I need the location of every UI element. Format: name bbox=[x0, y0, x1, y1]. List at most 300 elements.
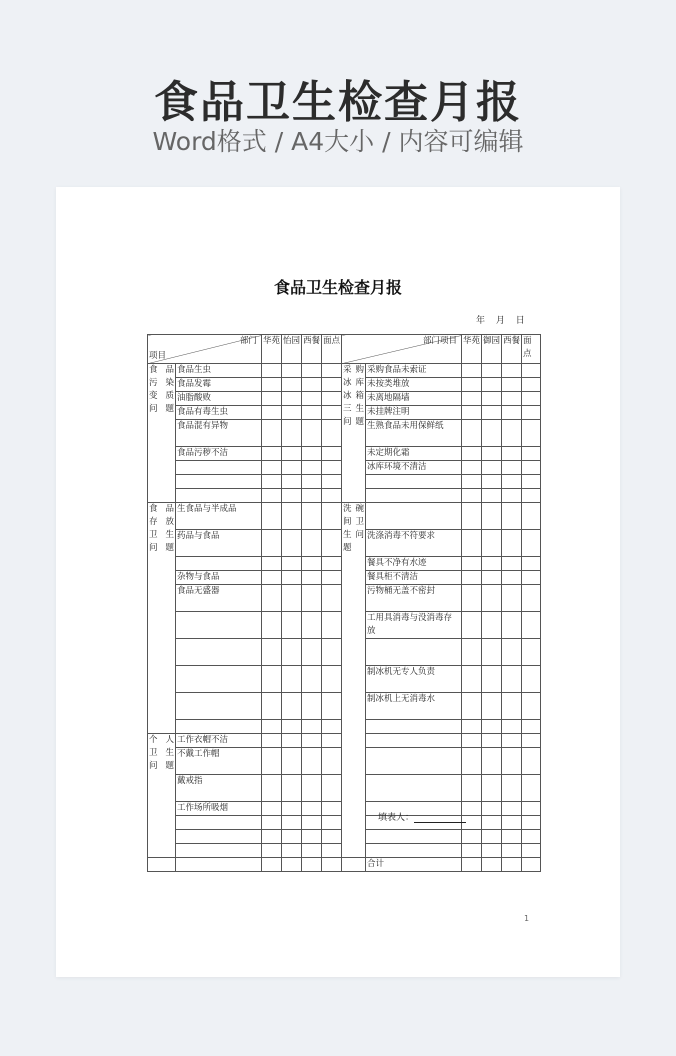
item-cell: 冰库环境不清洁 bbox=[366, 461, 462, 475]
value-cell[interactable] bbox=[462, 557, 482, 571]
value-cell[interactable] bbox=[482, 612, 502, 639]
empty-item-cell bbox=[366, 639, 462, 666]
value-cell[interactable] bbox=[482, 420, 502, 447]
value-cell[interactable] bbox=[482, 503, 502, 530]
value-cell[interactable] bbox=[502, 844, 522, 858]
item-cell: 餐具柜不清洁 bbox=[366, 571, 462, 585]
value-cell[interactable] bbox=[462, 447, 482, 461]
value-cell[interactable] bbox=[282, 830, 302, 844]
value-cell[interactable] bbox=[302, 461, 322, 475]
value-cell[interactable] bbox=[282, 748, 302, 775]
value-cell[interactable] bbox=[462, 612, 482, 639]
empty-item-cell bbox=[176, 816, 262, 830]
value-cell[interactable] bbox=[262, 557, 282, 571]
value-cell[interactable] bbox=[502, 802, 522, 816]
col-header: 华苑 bbox=[262, 335, 282, 364]
value-cell[interactable] bbox=[502, 447, 522, 461]
value-cell[interactable] bbox=[502, 406, 522, 420]
value-cell[interactable] bbox=[322, 420, 342, 447]
value-cell[interactable] bbox=[462, 461, 482, 475]
value-cell[interactable] bbox=[282, 503, 302, 530]
value-cell[interactable] bbox=[502, 489, 522, 503]
value-cell[interactable] bbox=[302, 378, 322, 392]
value-cell[interactable] bbox=[522, 406, 541, 420]
col-header: 怡园 bbox=[282, 335, 302, 364]
value-cell[interactable] bbox=[262, 489, 282, 503]
value-cell[interactable] bbox=[502, 666, 522, 693]
value-cell[interactable] bbox=[482, 720, 502, 734]
value-cell[interactable] bbox=[322, 447, 342, 461]
value-cell[interactable] bbox=[302, 612, 322, 639]
value-cell[interactable] bbox=[482, 858, 502, 872]
value-cell[interactable] bbox=[302, 503, 322, 530]
category-cell: 洗碗间卫生问题 bbox=[342, 503, 366, 858]
value-cell[interactable] bbox=[262, 364, 282, 378]
value-cell[interactable] bbox=[462, 720, 482, 734]
value-cell[interactable] bbox=[462, 475, 482, 489]
col-header: 面点 bbox=[522, 335, 541, 364]
item-cell: 油脂酸败 bbox=[176, 392, 262, 406]
value-cell[interactable] bbox=[502, 571, 522, 585]
value-cell[interactable] bbox=[262, 666, 282, 693]
value-cell[interactable] bbox=[302, 734, 322, 748]
value-cell[interactable] bbox=[282, 447, 302, 461]
item-cell: 采购食品未索证 bbox=[366, 364, 462, 378]
value-cell[interactable] bbox=[302, 392, 322, 406]
value-cell[interactable] bbox=[302, 802, 322, 816]
value-cell[interactable] bbox=[522, 816, 541, 830]
total-blank bbox=[342, 858, 366, 872]
value-cell[interactable] bbox=[262, 503, 282, 530]
table-body bbox=[148, 364, 541, 872]
value-cell[interactable] bbox=[502, 775, 522, 802]
value-cell[interactable] bbox=[322, 571, 342, 585]
value-cell[interactable] bbox=[262, 802, 282, 816]
value-cell[interactable] bbox=[302, 420, 322, 447]
value-cell[interactable] bbox=[482, 830, 502, 844]
value-cell[interactable] bbox=[262, 858, 282, 872]
value-cell[interactable] bbox=[482, 585, 502, 612]
value-cell[interactable] bbox=[462, 392, 482, 406]
value-cell[interactable] bbox=[522, 858, 541, 872]
value-cell[interactable] bbox=[322, 489, 342, 503]
item-cell: 餐具不净有水迹 bbox=[366, 557, 462, 571]
item-cell: 制冰机上无消毒水 bbox=[366, 693, 462, 720]
value-cell[interactable] bbox=[502, 530, 522, 557]
value-cell[interactable] bbox=[482, 378, 502, 392]
value-cell[interactable] bbox=[522, 475, 541, 489]
value-cell[interactable] bbox=[282, 364, 302, 378]
value-cell[interactable] bbox=[302, 844, 322, 858]
value-cell[interactable] bbox=[262, 775, 282, 802]
empty-item-cell bbox=[176, 830, 262, 844]
value-cell[interactable] bbox=[282, 489, 302, 503]
col-header: 西餐 bbox=[502, 335, 522, 364]
value-cell[interactable] bbox=[262, 447, 282, 461]
empty-item-cell bbox=[176, 693, 262, 720]
value-cell[interactable] bbox=[462, 585, 482, 612]
value-cell[interactable] bbox=[502, 748, 522, 775]
value-cell[interactable] bbox=[282, 734, 302, 748]
empty-item-cell bbox=[366, 748, 462, 775]
item-cell: 不戴工作帽 bbox=[176, 748, 262, 775]
empty-item-cell bbox=[366, 844, 462, 858]
value-cell[interactable] bbox=[522, 830, 541, 844]
item-cell: 洗涤消毒不符要求 bbox=[366, 530, 462, 557]
empty-item-cell bbox=[366, 775, 462, 802]
value-cell[interactable] bbox=[322, 612, 342, 639]
total-blank bbox=[176, 858, 262, 872]
empty-item-cell bbox=[176, 639, 262, 666]
value-cell[interactable] bbox=[302, 530, 322, 557]
value-cell[interactable] bbox=[482, 489, 502, 503]
value-cell[interactable] bbox=[282, 378, 302, 392]
table-row bbox=[148, 503, 541, 530]
value-cell[interactable] bbox=[522, 571, 541, 585]
empty-item-cell bbox=[176, 612, 262, 639]
value-cell[interactable] bbox=[482, 748, 502, 775]
value-cell[interactable] bbox=[262, 475, 282, 489]
value-cell[interactable] bbox=[482, 406, 502, 420]
value-cell[interactable] bbox=[262, 844, 282, 858]
value-cell[interactable] bbox=[282, 530, 302, 557]
value-cell[interactable] bbox=[302, 830, 322, 844]
value-cell[interactable] bbox=[282, 612, 302, 639]
value-cell[interactable] bbox=[302, 557, 322, 571]
value-cell[interactable] bbox=[322, 585, 342, 612]
value-cell[interactable] bbox=[282, 420, 302, 447]
value-cell[interactable] bbox=[482, 447, 502, 461]
empty-item-cell bbox=[176, 557, 262, 571]
value-cell[interactable] bbox=[462, 639, 482, 666]
value-cell[interactable] bbox=[282, 585, 302, 612]
empty-item-cell bbox=[366, 475, 462, 489]
empty-item-cell bbox=[176, 489, 262, 503]
empty-item-cell bbox=[366, 489, 462, 503]
value-cell[interactable] bbox=[282, 816, 302, 830]
item-cell: 生熟食品未用保鲜纸 bbox=[366, 420, 462, 447]
category-cell: 食品存放卫生问题 bbox=[148, 503, 176, 734]
value-cell[interactable] bbox=[522, 748, 541, 775]
value-cell[interactable] bbox=[262, 406, 282, 420]
item-cell: 杂物与食品 bbox=[176, 571, 262, 585]
value-cell[interactable] bbox=[522, 802, 541, 816]
value-cell[interactable] bbox=[482, 461, 502, 475]
value-cell[interactable] bbox=[522, 392, 541, 406]
header-diagonal-left bbox=[148, 335, 262, 364]
value-cell[interactable] bbox=[482, 530, 502, 557]
value-cell[interactable] bbox=[282, 571, 302, 585]
value-cell[interactable] bbox=[462, 775, 482, 802]
value-cell[interactable] bbox=[322, 378, 342, 392]
empty-item-cell bbox=[366, 734, 462, 748]
value-cell[interactable] bbox=[322, 816, 342, 830]
table-row bbox=[148, 858, 541, 872]
value-cell[interactable] bbox=[302, 816, 322, 830]
item-cell: 食品混有异物 bbox=[176, 420, 262, 447]
value-cell[interactable] bbox=[302, 475, 322, 489]
value-cell[interactable] bbox=[302, 489, 322, 503]
document-page bbox=[56, 187, 620, 977]
value-cell[interactable] bbox=[282, 461, 302, 475]
value-cell[interactable] bbox=[522, 844, 541, 858]
item-cell: 未定期化霜 bbox=[366, 447, 462, 461]
value-cell[interactable] bbox=[282, 475, 302, 489]
value-cell[interactable] bbox=[322, 666, 342, 693]
value-cell[interactable] bbox=[322, 734, 342, 748]
value-cell[interactable] bbox=[522, 489, 541, 503]
item-cell: 未挂牌注明 bbox=[366, 406, 462, 420]
value-cell[interactable] bbox=[502, 612, 522, 639]
value-cell[interactable] bbox=[262, 748, 282, 775]
value-cell[interactable] bbox=[262, 816, 282, 830]
value-cell[interactable] bbox=[502, 639, 522, 666]
item-cell: 未按类堆放 bbox=[366, 378, 462, 392]
value-cell[interactable] bbox=[282, 557, 302, 571]
value-cell[interactable] bbox=[262, 461, 282, 475]
value-cell[interactable] bbox=[462, 503, 482, 530]
item-cell: 制冰机无专人负责 bbox=[366, 666, 462, 693]
value-cell[interactable] bbox=[482, 734, 502, 748]
empty-item-cell bbox=[366, 830, 462, 844]
value-cell[interactable] bbox=[462, 734, 482, 748]
item-cell: 药品与食品 bbox=[176, 530, 262, 557]
value-cell[interactable] bbox=[522, 639, 541, 666]
value-cell[interactable] bbox=[522, 720, 541, 734]
value-cell[interactable] bbox=[322, 775, 342, 802]
value-cell[interactable] bbox=[502, 816, 522, 830]
value-cell[interactable] bbox=[302, 585, 322, 612]
value-cell[interactable] bbox=[302, 720, 322, 734]
value-cell[interactable] bbox=[502, 378, 522, 392]
value-cell[interactable] bbox=[262, 378, 282, 392]
total-label: 合计 bbox=[366, 858, 462, 872]
value-cell[interactable] bbox=[502, 734, 522, 748]
empty-item-cell bbox=[176, 475, 262, 489]
value-cell[interactable] bbox=[262, 693, 282, 720]
value-cell[interactable] bbox=[262, 639, 282, 666]
value-cell[interactable] bbox=[502, 475, 522, 489]
category-cell: 个人卫生问题 bbox=[148, 734, 176, 858]
empty-item-cell bbox=[366, 503, 462, 530]
filler-line[interactable] bbox=[414, 813, 466, 823]
value-cell[interactable] bbox=[302, 666, 322, 693]
value-cell[interactable] bbox=[502, 720, 522, 734]
value-cell[interactable] bbox=[322, 802, 342, 816]
item-cell: 未离地隔墙 bbox=[366, 392, 462, 406]
value-cell[interactable] bbox=[282, 406, 302, 420]
value-cell[interactable] bbox=[322, 693, 342, 720]
value-cell[interactable] bbox=[282, 844, 302, 858]
document-title: 食品卫生检查月报 bbox=[273, 278, 402, 297]
value-cell[interactable] bbox=[482, 571, 502, 585]
value-cell[interactable] bbox=[262, 734, 282, 748]
empty-item-cell bbox=[176, 666, 262, 693]
value-cell[interactable] bbox=[462, 844, 482, 858]
value-cell[interactable] bbox=[322, 475, 342, 489]
value-cell[interactable] bbox=[502, 557, 522, 571]
value-cell[interactable] bbox=[282, 693, 302, 720]
value-cell[interactable] bbox=[282, 639, 302, 666]
value-cell[interactable] bbox=[322, 748, 342, 775]
value-cell[interactable] bbox=[302, 406, 322, 420]
value-cell[interactable] bbox=[322, 364, 342, 378]
value-cell[interactable] bbox=[262, 420, 282, 447]
value-cell[interactable] bbox=[282, 802, 302, 816]
value-cell[interactable] bbox=[462, 858, 482, 872]
value-cell[interactable] bbox=[502, 503, 522, 530]
value-cell[interactable] bbox=[462, 489, 482, 503]
value-cell[interactable] bbox=[322, 503, 342, 530]
header-diagonal-right bbox=[342, 335, 462, 364]
value-cell[interactable] bbox=[502, 461, 522, 475]
header-dept-item-label: 部门项目 bbox=[422, 336, 457, 346]
value-cell[interactable] bbox=[282, 775, 302, 802]
col-header: 华苑 bbox=[462, 335, 482, 364]
value-cell[interactable] bbox=[522, 557, 541, 571]
total-blank bbox=[148, 858, 176, 872]
value-cell[interactable] bbox=[522, 585, 541, 612]
value-cell[interactable] bbox=[482, 775, 502, 802]
table-header-row bbox=[148, 335, 541, 364]
value-cell[interactable] bbox=[462, 378, 482, 392]
filler-signature bbox=[378, 810, 466, 823]
value-cell[interactable] bbox=[522, 666, 541, 693]
empty-item-cell bbox=[366, 720, 462, 734]
category-cell: 食品污染变质问题 bbox=[148, 364, 176, 503]
empty-item-cell bbox=[176, 844, 262, 858]
value-cell[interactable] bbox=[482, 392, 502, 406]
value-cell[interactable] bbox=[502, 420, 522, 447]
item-cell: 食品生虫 bbox=[176, 364, 262, 378]
value-cell[interactable] bbox=[282, 858, 302, 872]
value-cell[interactable] bbox=[322, 461, 342, 475]
value-cell[interactable] bbox=[502, 693, 522, 720]
value-cell[interactable] bbox=[322, 858, 342, 872]
value-cell[interactable] bbox=[502, 830, 522, 844]
value-cell[interactable] bbox=[302, 639, 322, 666]
value-cell[interactable] bbox=[502, 858, 522, 872]
value-cell[interactable] bbox=[522, 420, 541, 447]
value-cell[interactable] bbox=[262, 612, 282, 639]
table-row bbox=[148, 364, 541, 378]
value-cell[interactable] bbox=[322, 844, 342, 858]
col-header: 面点 bbox=[322, 335, 342, 364]
item-cell: 食品有毒生虫 bbox=[176, 406, 262, 420]
value-cell[interactable] bbox=[262, 830, 282, 844]
item-cell: 食品污秽不洁 bbox=[176, 447, 262, 461]
value-cell[interactable] bbox=[302, 364, 322, 378]
date-line: 年 月 日 bbox=[476, 316, 525, 326]
empty-item-cell bbox=[176, 461, 262, 475]
filler-label: 填表人： bbox=[378, 813, 415, 823]
value-cell[interactable] bbox=[322, 557, 342, 571]
item-cell: 食品发霉 bbox=[176, 378, 262, 392]
empty-item-cell bbox=[176, 720, 262, 734]
page-number: 1 bbox=[524, 914, 530, 923]
value-cell[interactable] bbox=[322, 530, 342, 557]
value-cell[interactable] bbox=[522, 734, 541, 748]
value-cell[interactable] bbox=[522, 503, 541, 530]
value-cell[interactable] bbox=[462, 364, 482, 378]
value-cell[interactable] bbox=[522, 612, 541, 639]
item-cell: 戴戒指 bbox=[176, 775, 262, 802]
value-cell[interactable] bbox=[302, 693, 322, 720]
value-cell[interactable] bbox=[462, 666, 482, 693]
value-cell[interactable] bbox=[522, 364, 541, 378]
value-cell[interactable] bbox=[462, 830, 482, 844]
value-cell[interactable] bbox=[482, 639, 502, 666]
value-cell[interactable] bbox=[522, 378, 541, 392]
value-cell[interactable] bbox=[262, 571, 282, 585]
category-cell: 采购冰库冰箱三生问题 bbox=[342, 364, 366, 503]
value-cell[interactable] bbox=[482, 364, 502, 378]
header-item-label: 项目 bbox=[149, 351, 167, 361]
item-cell: 工作衣帽不洁 bbox=[176, 734, 262, 748]
value-cell[interactable] bbox=[262, 530, 282, 557]
value-cell[interactable] bbox=[302, 748, 322, 775]
value-cell[interactable] bbox=[522, 461, 541, 475]
value-cell[interactable] bbox=[302, 775, 322, 802]
value-cell[interactable] bbox=[282, 666, 302, 693]
value-cell[interactable] bbox=[262, 392, 282, 406]
value-cell[interactable] bbox=[482, 844, 502, 858]
hero-subtitle: Word格式 / A4大小 / 内容可编辑 bbox=[152, 127, 524, 156]
value-cell[interactable] bbox=[322, 392, 342, 406]
value-cell[interactable] bbox=[482, 666, 502, 693]
item-cell: 污物桶无盖不密封 bbox=[366, 585, 462, 612]
value-cell[interactable] bbox=[322, 830, 342, 844]
value-cell[interactable] bbox=[462, 530, 482, 557]
value-cell[interactable] bbox=[462, 693, 482, 720]
value-cell[interactable] bbox=[482, 557, 502, 571]
value-cell[interactable] bbox=[502, 392, 522, 406]
value-cell[interactable] bbox=[482, 475, 502, 489]
value-cell[interactable] bbox=[522, 693, 541, 720]
value-cell[interactable] bbox=[262, 720, 282, 734]
value-cell[interactable] bbox=[302, 858, 322, 872]
value-cell[interactable] bbox=[482, 802, 502, 816]
value-cell[interactable] bbox=[522, 447, 541, 461]
item-cell: 生食品与半成品 bbox=[176, 503, 262, 530]
value-cell[interactable] bbox=[302, 447, 322, 461]
col-header: 西餐 bbox=[302, 335, 322, 364]
value-cell[interactable] bbox=[462, 571, 482, 585]
value-cell[interactable] bbox=[322, 406, 342, 420]
inspection-table bbox=[147, 334, 541, 872]
item-cell: 食品无盛器 bbox=[176, 585, 262, 612]
value-cell[interactable] bbox=[462, 748, 482, 775]
value-cell[interactable] bbox=[502, 585, 522, 612]
value-cell[interactable] bbox=[302, 571, 322, 585]
value-cell[interactable] bbox=[522, 775, 541, 802]
value-cell[interactable] bbox=[462, 420, 482, 447]
value-cell[interactable] bbox=[462, 406, 482, 420]
value-cell[interactable] bbox=[322, 639, 342, 666]
value-cell[interactable] bbox=[482, 693, 502, 720]
value-cell[interactable] bbox=[482, 816, 502, 830]
value-cell[interactable] bbox=[262, 585, 282, 612]
item-cell: 工作场所吸烟 bbox=[176, 802, 262, 816]
item-cell: 工用具消毒与没消毒存放 bbox=[366, 612, 462, 639]
value-cell[interactable] bbox=[322, 720, 342, 734]
header-dept-label: 部门 bbox=[239, 336, 257, 346]
value-cell[interactable] bbox=[502, 364, 522, 378]
value-cell[interactable] bbox=[282, 392, 302, 406]
value-cell[interactable] bbox=[522, 530, 541, 557]
value-cell[interactable] bbox=[282, 720, 302, 734]
col-header: 御园 bbox=[482, 335, 502, 364]
